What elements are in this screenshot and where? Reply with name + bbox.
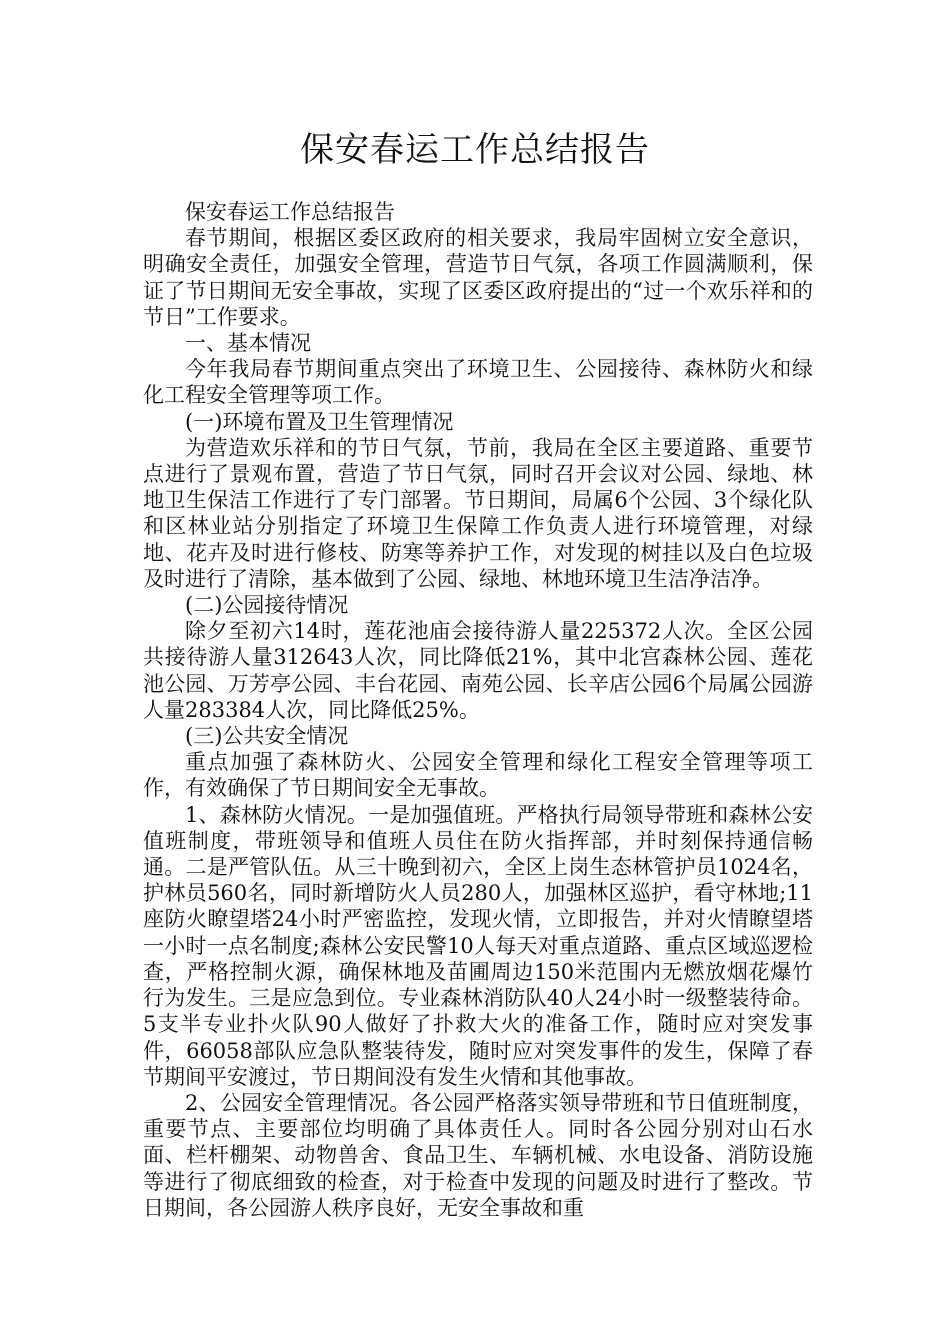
paragraph-public-safety: 重点加强了森林防火、公园安全管理和绿化工程安全管理等项工作，有效确保了节日期间安全无事故。: [143, 750, 813, 801]
heading-environment: (一)环境布置及卫生管理情况: [185, 409, 454, 434]
paragraph-environment: 为营造欢乐祥和的节日气氛，节前，我局在全区主要道路、重要节点进行了景观布置，营造了节日气氛，同时召开会议对公园、绿地、林地卫生保洁工作进行了专门部署。节日期间，局属6个公园、3个绿化队和区林业站分别指定了环境卫生保障工作负责人进行环境管理，对绿地、花卉及时进行修枝、防寒等养护工作，对发现的树挂以及白色垃圾及时进行了清除，基本做到了公园、绿地、林地环境卫生洁净洁净。: [143, 435, 813, 591]
document-title: 保安春运工作总结报告: [300, 130, 650, 170]
paragraph-park-reception: 除夕至初六14时，莲花池庙会接待游人量225372人次。全区公园共接待游人量312643人次，同比降低21%，其中北宫森林公园、莲花池公园、万芳亭公园、丰台花园、南苑公园、长辛店公园6个局属公园游人量283384人次，同比降低25%。: [143, 619, 813, 722]
paragraph-intro: 春节期间，根据区委区政府的相关要求，我局牢固树立安全意识，明确安全责任，加强安全管理，营造节日气氛，各项工作圆满顺利，保证了节日期间无安全事故，实现了区委区政府提出的“过一个欢乐祥和的节日”工作要求。: [143, 226, 813, 329]
paragraph-subtitle: 保安春运工作总结报告: [185, 200, 395, 224]
heading-public-safety: (三)公共安全情况: [185, 724, 349, 749]
paragraph-forest-fire: 1、森林防火情况。一是加强值班。严格执行局领导带班和森林公安值班制度，带班领导和值班人员住在防火指挥部，并时刻保持通信畅通。二是严管队伍。从三十晚到初六，全区上岗生态林管护员1024名，护林员560名，同时新增防火人员280人，加强林区巡护，看守林地;11座防火瞭望塔24小时严密监控，发现火情，立即报告，并对火情瞭望塔一小时一点名制度;森林公安民警10人每天对重点道路、重点区域巡逻检查，严格控制火源，确保林地及苗圃周边150米范围内无燃放烟花爆竹行为发生。三是应急到位。专业森林消防队40人24小时一级整装待命。5支半专业扑火队90人做好了扑救大火的准备工作，随时应对突发事件，66058部队应急队整装待发，随时应对突发事件的发生，保障了春节期间平安渡过，节日期间没有发生火情和其他事故。: [143, 802, 813, 1089]
heading-basic-situation: 一、基本情况: [185, 331, 311, 356]
paragraph-basic-situation: 今年我局春节期间重点突出了环境卫生、公园接待、森林防火和绿化工程安全管理等项工作。: [143, 357, 813, 408]
document-body: [143, 199, 813, 1221]
heading-park-reception: (二)公园接待情况: [185, 593, 349, 618]
paragraph-park-safety: 2、公园安全管理情况。各公园严格落实领导带班和节日值班制度，重要节点、主要部位均明确了具体责任人。同时各公园分别对山石水面、栏杆棚架、动物兽舍、食品卫生、车辆机械、水电设备、消防设施等进行了彻底细致的检查，对于检查中发现的问题及时进行了整改。节日期间，各公园游人秩序良好，无安全事故和重: [143, 1090, 813, 1220]
